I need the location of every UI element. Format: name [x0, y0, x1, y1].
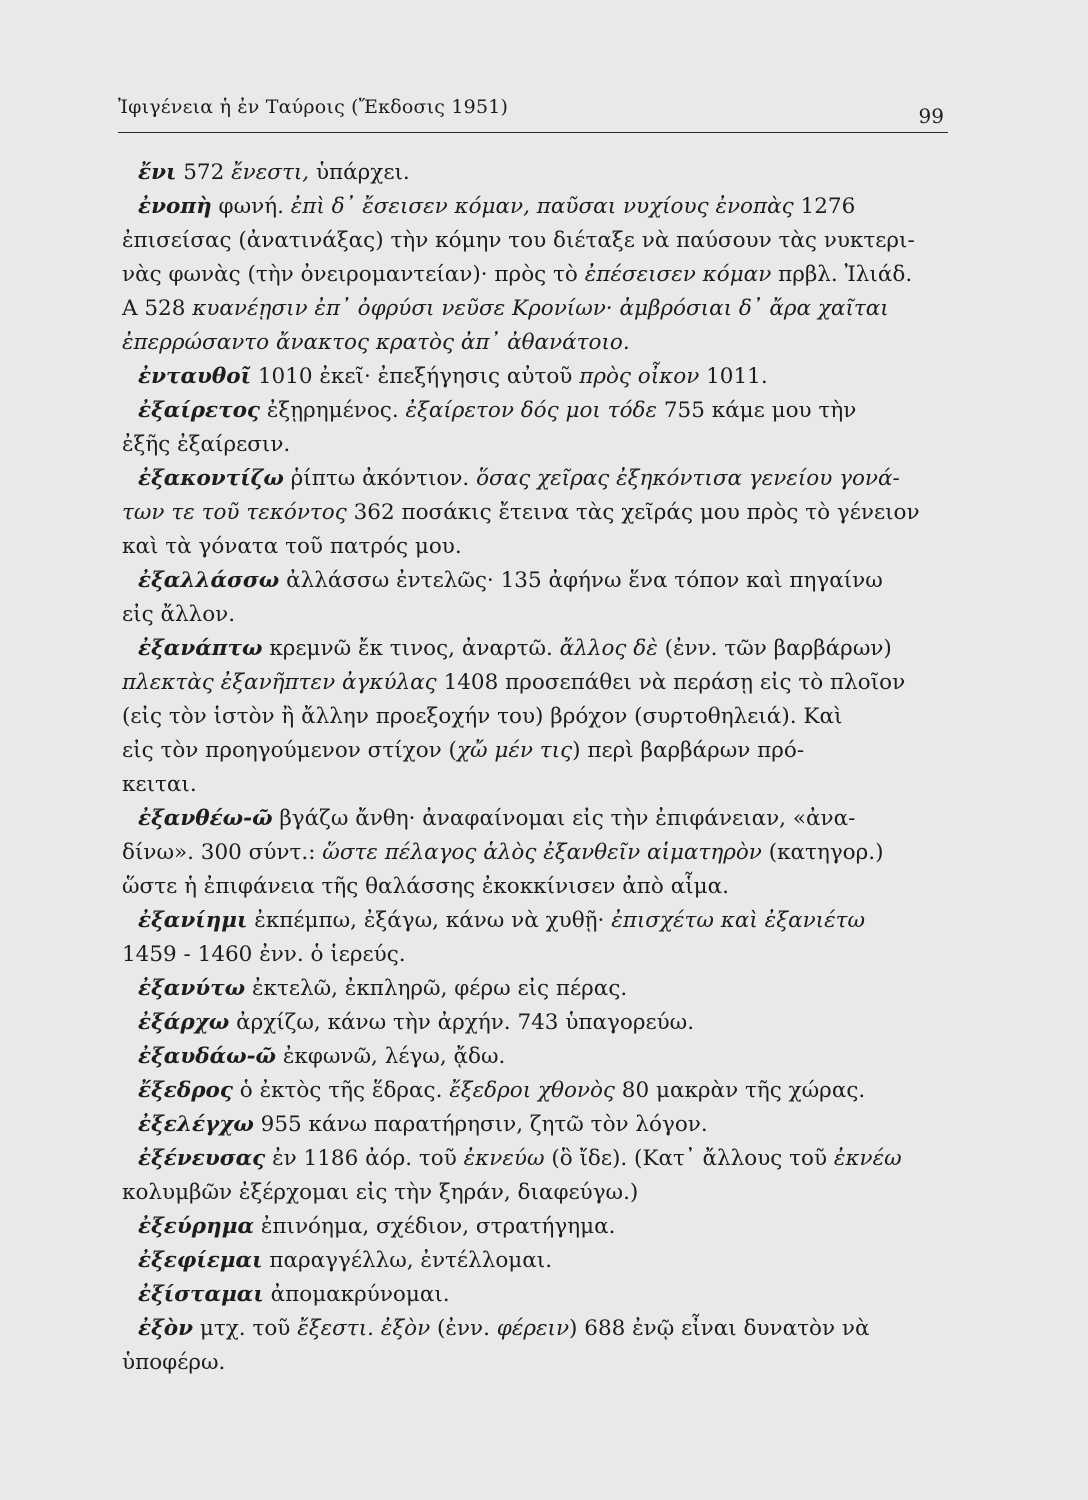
- headword: ἐξαυδάω-ῶ: [138, 1044, 277, 1069]
- gloss-text: ἐπινόημα, σχέδιον, στρατήγημα.: [254, 1214, 616, 1239]
- gloss-text: ἀλλάσσω ἐντελῶς· 135 ἀφήνω ἕνα τόπον καὶ πηγαίνω: [279, 568, 883, 593]
- gloss-text: ῥίπτω ἀκόντιον.: [283, 466, 477, 491]
- entry-line: [122, 870, 940, 904]
- glossary-entry: [122, 904, 940, 972]
- glossary-entry: [122, 632, 940, 802]
- headword: ἐξανθέω-ῶ: [138, 806, 273, 831]
- entry-line: [122, 1108, 940, 1142]
- quotation-text: ἔξεδροι χθονὸς: [449, 1078, 615, 1103]
- glossary-entry: [122, 1244, 940, 1278]
- quotation-text: ἐκνεύω: [463, 1146, 545, 1171]
- glossary-entry: [122, 972, 940, 1006]
- entry-line: [122, 394, 940, 428]
- glossary-entry: [122, 802, 940, 904]
- gloss-text: 1408 προσεπάθει νὰ περάσῃ εἰς τὸ πλοῖον: [436, 670, 906, 695]
- entry-line: [122, 190, 940, 224]
- glossary-entry: [122, 1074, 940, 1108]
- headword: ἐξάρχω: [138, 1010, 230, 1035]
- entry-line: [122, 1346, 940, 1380]
- gloss-text: ἐπισείσας (ἀνατινάξας) τὴν κόμην του διέταξε νὰ παύσουν τὰς νυκτερι-: [122, 228, 915, 253]
- entry-line: [122, 428, 940, 462]
- gloss-text: ἐξῃρημένος.: [260, 398, 406, 423]
- headword: ἔνι: [138, 160, 177, 185]
- gloss-text: (ὃ ἴδε). (Κατ᾽ ἄλλους τοῦ: [544, 1146, 834, 1171]
- quotation-text: ἐκνέω: [833, 1146, 902, 1171]
- entry-line: [122, 258, 940, 292]
- gloss-text: (ἐνν.: [430, 1316, 497, 1341]
- entry-line: [122, 598, 940, 632]
- quotation-text: ἐπέσεισεν κόμαν: [584, 262, 772, 287]
- running-title: Ἰφιγένεια ἡ ἐν Ταύροις (Ἔκδοσις 1951): [118, 96, 509, 118]
- quotation-text: ἐξαίρετον δός μοι τόδε: [405, 398, 657, 423]
- entry-line: [122, 224, 940, 258]
- entry-line: [122, 1142, 940, 1176]
- quotation-text: ἐπερρώσαντο ἄνακτος κρατὸς ἀπ᾽ ἀθανάτοιο.: [122, 330, 630, 355]
- glossary-entry: [122, 1006, 940, 1040]
- page-header: [118, 92, 948, 133]
- entry-line: [122, 666, 940, 700]
- quotation-text: ἔνεστι,: [231, 160, 310, 185]
- gloss-text: εἰς τὸν προηγούμενον στίχον (: [122, 738, 457, 763]
- quotation-text: κυανέῃσιν ἐπ᾽ ὀφρύσι νεῦσε Κρονίων· ἀμβρόσιαι δ᾽ ἄρα χαῖται: [192, 296, 889, 321]
- gloss-text: παραγγέλλω, ἐντέλλομαι.: [262, 1248, 553, 1273]
- entry-line: [122, 564, 940, 598]
- quotation-text: χὤ μέν τις: [456, 738, 573, 763]
- glossary-entry: [122, 1142, 940, 1210]
- gloss-text: ὑποφέρω.: [122, 1350, 226, 1375]
- quotation-text: των τε τοῦ τεκόντος: [122, 500, 347, 525]
- entry-line: [122, 1210, 940, 1244]
- quotation-text: φέρειν: [496, 1316, 570, 1341]
- entry-line: [122, 836, 940, 870]
- entry-line: [122, 1244, 940, 1278]
- gloss-text: ἀπομακρύνομαι.: [263, 1282, 450, 1307]
- gloss-text: ἀρχίζω, κάνω τὴν ἀρχήν. 743 ὑπαγορεύω.: [229, 1010, 695, 1035]
- gloss-text: ὑπάρχει.: [309, 160, 410, 185]
- gloss-text: (εἰς τὸν ἱστὸν ἢ ἄλλην προεξοχήν του) βρόχον (συρτοθηλειά). Καὶ: [122, 704, 843, 729]
- headword: ἐξὸν: [138, 1316, 194, 1341]
- gloss-text: 1010 ἐκεῖ· ἐπεξήγησις αὐτοῦ: [251, 364, 580, 389]
- entry-line: [122, 1312, 940, 1346]
- entry-line: [122, 1074, 940, 1108]
- headword: ἐξένευσας: [138, 1146, 266, 1171]
- headword: ἐξανάπτω: [138, 636, 263, 661]
- glossary-entry: [122, 394, 940, 462]
- glossary-entry: [122, 1040, 940, 1074]
- gloss-text: 362 ποσάκις ἔτεινα τὰς χεῖράς μου πρὸς τὸ γένειον: [346, 500, 920, 525]
- glossary-entry: [122, 462, 940, 564]
- gloss-text: κολυμβῶν ἐξέρχομαι εἰς τὴν ξηράν, διαφεύγω.): [122, 1180, 639, 1205]
- gloss-text: δίνω». 300 σύντ.:: [122, 840, 323, 865]
- gloss-text: 1276: [793, 194, 856, 219]
- quotation-text: ἔξεστι. ἐξὸν: [297, 1316, 431, 1341]
- gloss-text: ) περὶ βαρβάρων πρό-: [572, 738, 805, 763]
- entry-line: [122, 700, 940, 734]
- headword: ἐξελέγχω: [138, 1112, 254, 1137]
- headword: ἐξεύρημα: [138, 1214, 255, 1239]
- quotation-text: ἐπισχέτω καὶ ἐξανιέτω: [611, 908, 866, 933]
- gloss-text: εἰς ἄλλον.: [122, 602, 236, 627]
- entry-line: [122, 496, 940, 530]
- glossary-entry: [122, 190, 940, 360]
- entry-line: [122, 326, 940, 360]
- gloss-text: (κατηγορ.): [761, 840, 884, 865]
- headword: ἐξίσταμαι: [138, 1282, 264, 1307]
- gloss-text: πρβλ. Ἰλιάδ.: [771, 262, 913, 287]
- gloss-text: Α 528: [122, 296, 193, 321]
- glossary-entry: [122, 1312, 940, 1380]
- entry-line: [122, 292, 940, 326]
- gloss-text: κειται.: [122, 772, 197, 797]
- glossary-entries: [122, 156, 940, 1380]
- quotation-text: ὅσας χεῖρας ἐξηκόντισα γενείου γονά-: [476, 466, 900, 491]
- entry-line: [122, 632, 940, 666]
- headword: ἐνταυθοῖ: [138, 364, 252, 389]
- gloss-text: (ἐνν. τῶν βαρβάρων): [657, 636, 892, 661]
- headword: ἐξεφίεμαι: [138, 1248, 263, 1273]
- gloss-text: ἐκπέμπω, ἐξάγω, κάνω νὰ χυθῇ·: [247, 908, 612, 933]
- entry-line: [122, 1176, 940, 1210]
- entry-line: [122, 1006, 940, 1040]
- page-number: 99: [918, 104, 944, 128]
- gloss-text: ὁ ἐκτὸς τῆς ἕδρας.: [232, 1078, 450, 1103]
- entry-line: [122, 360, 940, 394]
- entry-line: [122, 734, 940, 768]
- gloss-text: νὰς φωνὰς (τὴν ὀνειρομαντείαν)· πρὸς τὸ: [122, 262, 585, 287]
- gloss-text: ὥστε ἡ ἐπιφάνεια τῆς θαλάσσης ἐκοκκίνισεν ἀπὸ αἷμα.: [122, 874, 729, 899]
- gloss-text: 80 μακρὰν τῆς χώρας.: [614, 1078, 866, 1103]
- gloss-text: ἐκφωνῶ, λέγω, ᾄδω.: [276, 1044, 506, 1069]
- entry-line: [122, 1040, 940, 1074]
- gloss-text: 1011.: [699, 364, 768, 389]
- quotation-text: πλεκτὰς ἐξανῆπτεν ἀγκύλας: [122, 670, 437, 695]
- headword: ἐξαλλάσσω: [138, 568, 280, 593]
- headword: ἐξανύτω: [138, 976, 246, 1001]
- gloss-text: φωνή.: [211, 194, 291, 219]
- headword: ἐξαίρετος: [138, 398, 261, 423]
- glossary-entry: [122, 564, 940, 632]
- glossary-entry: [122, 156, 940, 190]
- quotation-text: ὥστε πέλαγος ἁλὸς ἐξανθεῖν αἱματηρὸν: [322, 840, 762, 865]
- gloss-text: κρεμνῶ ἔκ τινος, ἀναρτῶ.: [262, 636, 560, 661]
- gloss-text: μτχ. τοῦ: [193, 1316, 298, 1341]
- entry-line: [122, 802, 940, 836]
- gloss-text: βγάζω ἄνθη· ἀναφαίνομαι εἰς τὴν ἐπιφάνειαν, «ἀνα-: [272, 806, 856, 831]
- glossary-entry: [122, 360, 940, 394]
- gloss-text: ἐν 1186 ἀόρ. τοῦ: [265, 1146, 464, 1171]
- glossary-entry: [122, 1108, 940, 1142]
- entry-line: [122, 768, 940, 802]
- gloss-text: 755 κάμε μου τὴν: [657, 398, 857, 423]
- quotation-text: ἐπὶ δ᾽ ἔσεισεν κόμαν, παῦσαι νυχίους ἐνοπὰς: [290, 194, 794, 219]
- entry-line: [122, 462, 940, 496]
- glossary-entry: [122, 1210, 940, 1244]
- entry-line: [122, 972, 940, 1006]
- entry-line: [122, 1278, 940, 1312]
- gloss-text: 1459 - 1460 ἐνν. ὁ ἱερεύς.: [122, 942, 406, 967]
- gloss-text: 955 κάνω παρατήρησιν, ζητῶ τὸν λόγον.: [253, 1112, 708, 1137]
- gloss-text: ἐκτελῶ, ἐκπληρῶ, φέρω εἰς πέρας.: [245, 976, 628, 1001]
- quotation-text: πρὸς οἶκον: [579, 364, 700, 389]
- entry-line: [122, 530, 940, 564]
- gloss-text: ) 688 ἐνῷ εἶναι δυνατὸν νὰ: [569, 1316, 870, 1341]
- entry-line: [122, 156, 940, 190]
- gloss-text: καὶ τὰ γόνατα τοῦ πατρός μου.: [122, 534, 462, 559]
- entry-line: [122, 938, 940, 972]
- headword: ἐξανίημι: [138, 908, 248, 933]
- entry-line: [122, 904, 940, 938]
- gloss-text: 572: [176, 160, 232, 185]
- headword: ἐνοπὴ: [138, 194, 212, 219]
- gloss-text: ἐξῆς ἐξαίρεσιν.: [122, 432, 291, 457]
- glossary-entry: [122, 1278, 940, 1312]
- quotation-text: ἄλλος δὲ: [559, 636, 658, 661]
- headword: ἐξακοντίζω: [138, 466, 284, 491]
- headword: ἔξεδρος: [138, 1078, 233, 1103]
